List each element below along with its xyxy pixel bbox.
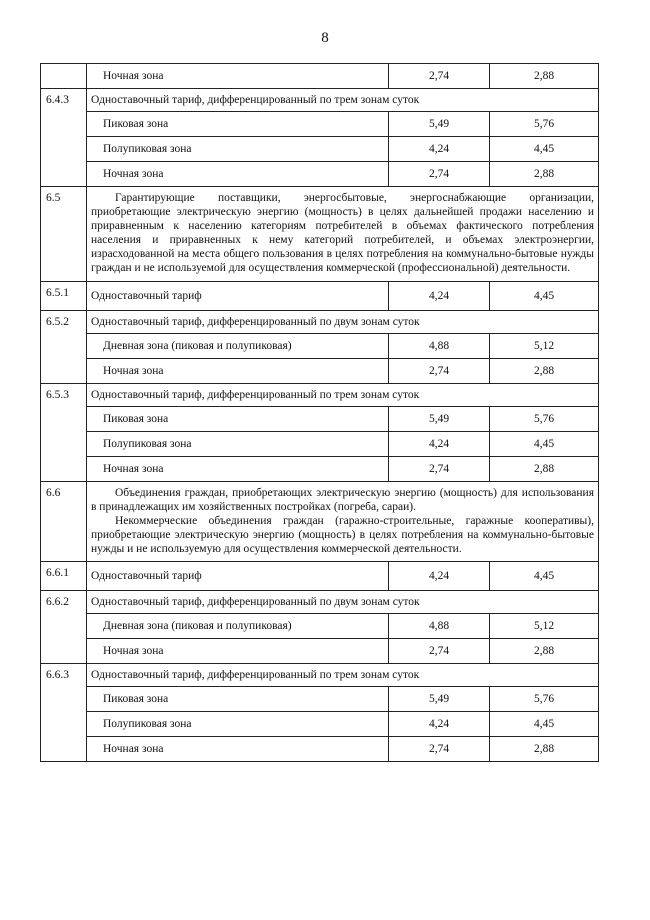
group-header: Одноставочный тариф, дифференцированный по трем зонам суток — [87, 664, 599, 687]
tariff-table — [40, 63, 599, 762]
table-row — [41, 112, 599, 137]
value-cell-2: 4,45 — [490, 562, 599, 591]
table-row — [41, 562, 599, 591]
value-cell-1: 4,24 — [389, 562, 490, 591]
table-row — [41, 162, 599, 187]
table-row — [41, 406, 599, 431]
zone-name: Ночная зона — [87, 64, 389, 89]
zone-name: Ночная зона — [87, 162, 389, 187]
value-cell-1: 4,24 — [389, 431, 490, 456]
value-cell-2: 2,88 — [490, 64, 599, 89]
value-cell-1: 4,24 — [389, 281, 490, 310]
zone-name: Пиковая зона — [87, 112, 389, 137]
code-cell — [41, 64, 87, 89]
table-row — [41, 481, 599, 561]
value-cell-2: 2,88 — [490, 162, 599, 187]
table-row — [41, 639, 599, 664]
value-cell-1: 5,49 — [389, 406, 490, 431]
value-cell-2: 5,12 — [490, 614, 599, 639]
group-header: Одноставочный тариф, дифференцированный по двум зонам суток — [87, 591, 599, 614]
code-cell: 6.5.3 — [41, 383, 87, 481]
table-row — [41, 137, 599, 162]
value-cell-1: 2,74 — [389, 358, 490, 383]
value-cell-2: 4,45 — [490, 281, 599, 310]
group-header: Одноставочный тариф, дифференцированный по двум зонам суток — [87, 310, 599, 333]
table-row — [41, 687, 599, 712]
value-cell-2: 4,45 — [490, 712, 599, 737]
code-cell: 6.6.3 — [41, 664, 87, 762]
code-cell: 6.6 — [41, 481, 87, 561]
value-cell-2: 2,88 — [490, 358, 599, 383]
value-cell-1: 5,49 — [389, 112, 490, 137]
table-row — [41, 614, 599, 639]
page-number: 8 — [321, 30, 329, 46]
value-cell-1: 4,24 — [389, 137, 490, 162]
code-cell: 6.5.2 — [41, 310, 87, 383]
zone-name: Ночная зона — [87, 639, 389, 664]
code-cell: 6.5 — [41, 187, 87, 282]
section-description — [87, 187, 599, 282]
value-cell-2: 5,12 — [490, 333, 599, 358]
table-row — [41, 383, 599, 406]
zone-name: Полупиковая зона — [87, 137, 389, 162]
zone-name: Дневная зона (пиковая и полупиковая) — [87, 333, 389, 358]
table-row — [41, 333, 599, 358]
table-row — [41, 358, 599, 383]
value-cell-1: 2,74 — [389, 64, 490, 89]
value-cell-1: 2,74 — [389, 456, 490, 481]
zone-name: Ночная зона — [87, 456, 389, 481]
code-cell: 6.6.2 — [41, 591, 87, 664]
zone-name: Пиковая зона — [87, 406, 389, 431]
tariff-name: Одноставочный тариф — [87, 281, 389, 310]
value-cell-1: 2,74 — [389, 162, 490, 187]
table-row — [41, 310, 599, 333]
value-cell-2: 5,76 — [490, 687, 599, 712]
zone-name: Полупиковая зона — [87, 712, 389, 737]
value-cell-2: 2,88 — [490, 456, 599, 481]
value-cell-1: 2,74 — [389, 737, 490, 762]
code-cell: 6.4.3 — [41, 89, 87, 187]
table-row — [41, 64, 599, 89]
value-cell-2: 2,88 — [490, 737, 599, 762]
section-description — [87, 481, 599, 561]
value-cell-2: 5,76 — [490, 112, 599, 137]
value-cell-1: 4,88 — [389, 614, 490, 639]
group-header: Одноставочный тариф, дифференцированный по трем зонам суток — [87, 89, 599, 112]
table-row — [41, 591, 599, 614]
table-row — [41, 281, 599, 310]
code-cell: 6.5.1 — [41, 281, 87, 310]
table-row — [41, 664, 599, 687]
section-paragraph: Некоммерческие объединения граждан (гаражно-строительные, гаражные кооперативы), приобретающие электрическую энергию (мощность) в целях потребления на коммунально-бытовые нужды и не используемую для осуществления коммерческой деятельности. — [91, 514, 594, 555]
table-row — [41, 737, 599, 762]
table-row — [41, 712, 599, 737]
zone-name: Дневная зона (пиковая и полупиковая) — [87, 614, 389, 639]
value-cell-1: 2,74 — [389, 639, 490, 664]
value-cell-1: 4,88 — [389, 333, 490, 358]
zone-name: Пиковая зона — [87, 687, 389, 712]
zone-name: Полупиковая зона — [87, 431, 389, 456]
code-cell: 6.6.1 — [41, 562, 87, 591]
value-cell-1: 4,24 — [389, 712, 490, 737]
zone-name: Ночная зона — [87, 737, 389, 762]
value-cell-2: 2,88 — [490, 639, 599, 664]
zone-name: Ночная зона — [87, 358, 389, 383]
value-cell-1: 5,49 — [389, 687, 490, 712]
value-cell-2: 4,45 — [490, 431, 599, 456]
section-paragraph: Гарантирующие поставщики, энергосбытовые, энергоснабжающие организации, приобретающие электрическую энергию (мощность) в целях дальнейшей продажи населению и приравненным к населению категориям потребителей в объемах фактического потребления населения и приравненных к нему категорий потребителей, и объемах электроэнергии, израсходованной на места общего пользования в целях потребления на коммунально-бытовые нужды граждан и не используемой для осуществления коммерческой (профессиональной) деятельности. — [91, 192, 594, 275]
tariff-name: Одноставочный тариф — [87, 562, 389, 591]
table-row — [41, 456, 599, 481]
value-cell-2: 4,45 — [490, 137, 599, 162]
table-row — [41, 89, 599, 112]
group-header: Одноставочный тариф, дифференцированный по трем зонам суток — [87, 383, 599, 406]
table-row — [41, 431, 599, 456]
value-cell-2: 5,76 — [490, 406, 599, 431]
table-row — [41, 187, 599, 282]
section-paragraph: Объединения граждан, приобретающих электрическую энергию (мощность) для использования в принадлежащих им хозяйственных постройках (погреба, сараи). — [91, 486, 594, 513]
